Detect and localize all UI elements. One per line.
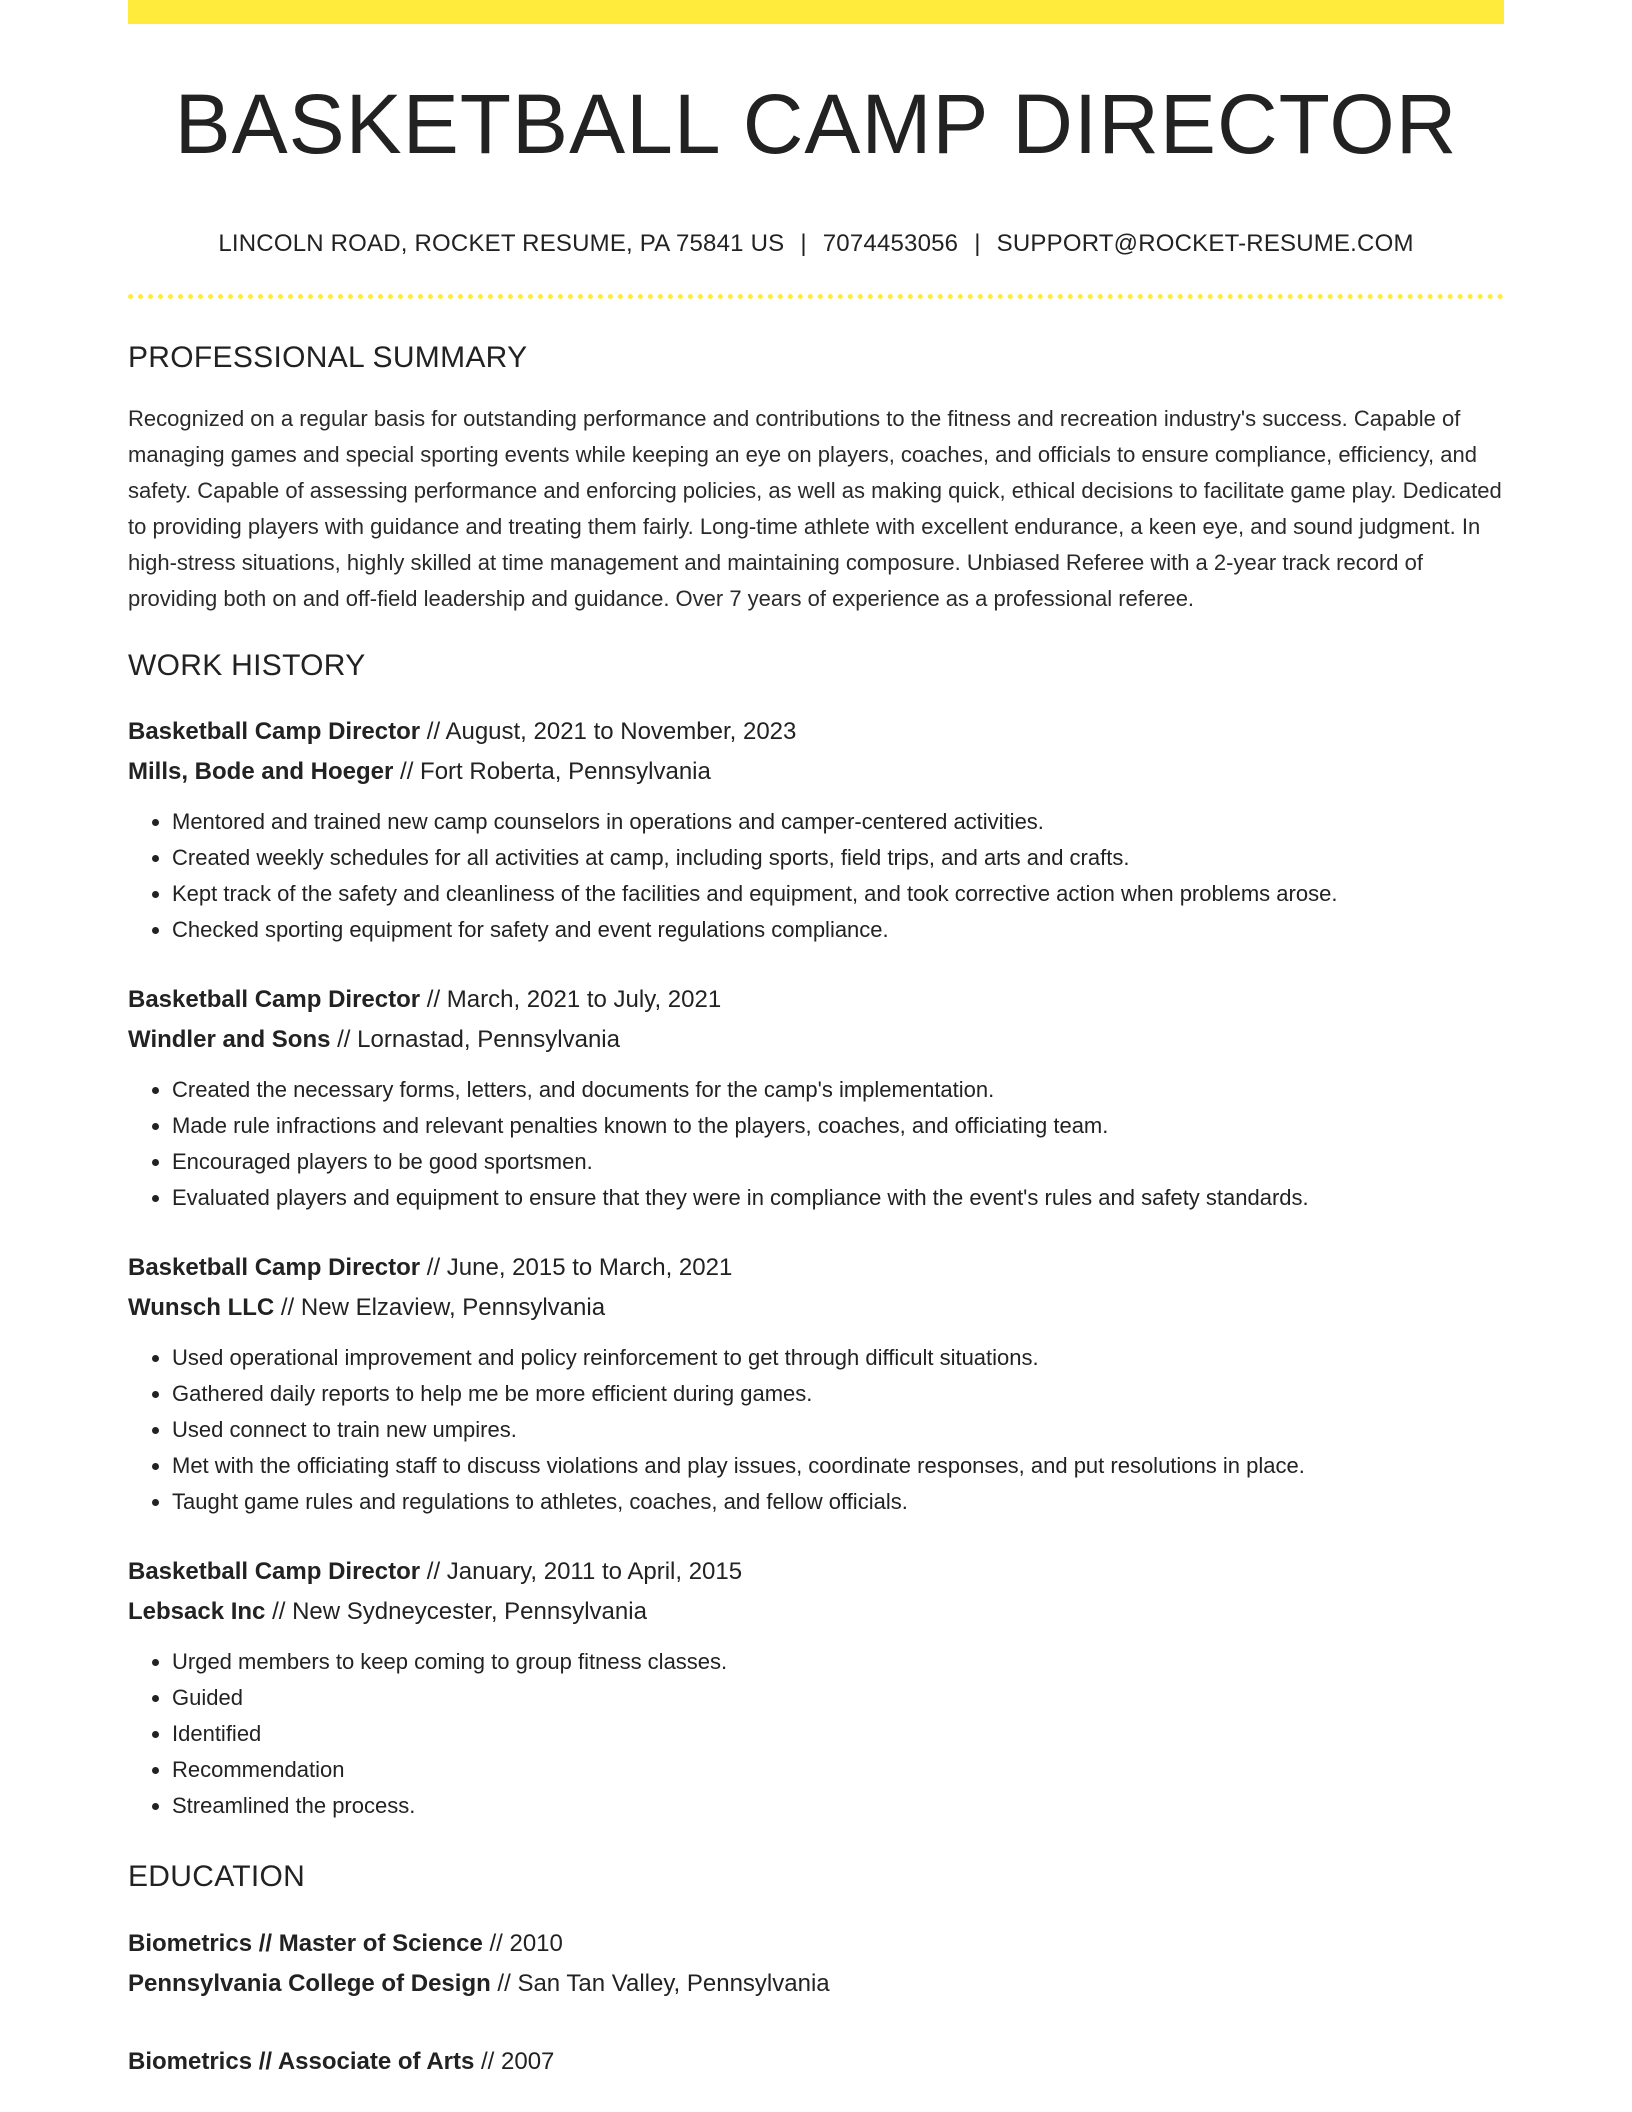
resume-page	[128, 0, 1504, 2082]
summary-heading: PROFESSIONAL SUMMARY	[128, 341, 528, 374]
job-role: Basketball Camp Director	[128, 986, 421, 1013]
list-item: • Evaluated players and equipment to ensure that they were in compliance with the event's rules and safety standards.	[172, 1180, 1504, 1216]
job-company: Mills, Bode and Hoeger	[128, 758, 394, 785]
degree-year: // 2010	[482, 1930, 563, 1957]
job-bullets	[128, 1644, 1504, 1824]
job-location: // New Sydneycester, Pennsylvania	[265, 1598, 647, 1625]
contact-line	[128, 232, 1504, 256]
list-item: • Recommendation	[172, 1752, 1504, 1788]
list-item: • Checked sporting equipment for safety and event regulations compliance.	[172, 912, 1504, 948]
contact-phone: 7074453056	[822, 230, 959, 257]
job-company-line	[128, 1288, 1504, 1328]
job-entry	[128, 1552, 1504, 1824]
contact-separator: |	[974, 230, 981, 257]
list-item: • Mentored and trained new camp counselors in operations and camper-centered activities.	[172, 804, 1504, 840]
list-item: • Made rule infractions and relevant penalties known to the players, coaches, and officiating team.	[172, 1108, 1504, 1144]
school-location: // San Tan Valley, Pennsylvania	[490, 1970, 830, 1997]
degree-line	[128, 2042, 1504, 2082]
job-bullets	[128, 1072, 1504, 1216]
work-history-heading: WORK HISTORY	[128, 649, 366, 682]
school-line	[128, 1964, 1504, 2004]
job-title-line	[128, 1248, 1504, 1288]
list-item: • Used operational improvement and policy reinforcement to get through difficult situations.	[172, 1340, 1504, 1376]
job-role: Basketball Camp Director	[128, 718, 421, 745]
summary-text: Recognized on a regular basis for outstanding performance and contributions to the fitness and recreation industry's success. Capable of managing games and special sporting events while keeping an eye on players, coaches, and officials to ensure compliance, efficiency, and safety. Capable of assessing performance and enforcing policies, as well as making quick, ethical decisions to facilitate game play. Dedicated to providing players with guidance and treating them fairly. Long-time athlete with excellent endurance, a keen eye, and sound judgment. In high-stress situations, highly skilled at time management and maintaining composure. Unbiased Referee with a 2-year track record of providing both on and off-field leadership and guidance. Over 7 years of experience as a professional referee.	[128, 406, 1502, 611]
job-entry	[128, 980, 1504, 1216]
degree: Biometrics // Master of Science	[128, 1930, 483, 1957]
list-item: • Urged members to keep coming to group fitness classes.	[172, 1644, 1504, 1680]
list-item: • Met with the officiating staff to discuss violations and play issues, coordinate responses, and put resolutions in place.	[172, 1448, 1504, 1484]
list-item: • Encouraged players to be good sportsmen.	[172, 1144, 1504, 1180]
degree: Biometrics // Associate of Arts	[128, 2048, 475, 2075]
list-item: • Created weekly schedules for all activities at camp, including sports, field trips, and arts and crafts.	[172, 840, 1504, 876]
job-location: // Fort Roberta, Pennsylvania	[393, 758, 711, 785]
job-company: Wunsch LLC	[128, 1294, 275, 1321]
education-list	[128, 1924, 1504, 2082]
job-company-line	[128, 752, 1504, 792]
job-dates: // January, 2011 to April, 2015	[420, 1558, 743, 1585]
list-item: • Guided	[172, 1680, 1504, 1716]
contact-address: LINCOLN ROAD, ROCKET RESUME, PA 75841 US	[218, 230, 785, 257]
job-role: Basketball Camp Director	[128, 1558, 421, 1585]
contact-email: SUPPORT@ROCKET-RESUME.COM	[996, 230, 1414, 257]
job-bullets	[128, 804, 1504, 948]
education-heading: EDUCATION	[128, 1860, 306, 1893]
job-bullets	[128, 1340, 1504, 1520]
resume-title: BASKETBALL CAMP DIRECTOR	[174, 77, 1458, 171]
school: Pennsylvania College of Design	[128, 1970, 491, 1997]
job-title-line	[128, 1552, 1504, 1592]
list-item: • Taught game rules and regulations to athletes, coaches, and fellow officials.	[172, 1484, 1504, 1520]
accent-top-bar	[128, 0, 1504, 24]
job-title-line	[128, 980, 1504, 1020]
list-item: • Gathered daily reports to help me be more efficient during games.	[172, 1376, 1504, 1412]
list-item: • Identified	[172, 1716, 1504, 1752]
list-item: • Kept track of the safety and cleanliness of the facilities and equipment, and took corrective action when problems arose.	[172, 876, 1504, 912]
job-title-line	[128, 712, 1504, 752]
job-company: Lebsack Inc	[128, 1598, 266, 1625]
education-entry	[128, 2042, 1504, 2082]
job-entry	[128, 712, 1504, 948]
job-company-line	[128, 1592, 1504, 1632]
job-company: Windler and Sons	[128, 1026, 331, 1053]
job-dates: // August, 2021 to November, 2023	[420, 718, 797, 745]
job-dates: // June, 2015 to March, 2021	[420, 1254, 733, 1281]
dotted-divider	[128, 294, 1504, 299]
degree-line	[128, 1924, 1504, 1964]
contact-separator: |	[800, 230, 807, 257]
job-dates: // March, 2021 to July, 2021	[420, 986, 722, 1013]
job-location: // Lornastad, Pennsylvania	[330, 1026, 620, 1053]
list-item: • Used connect to train new umpires.	[172, 1412, 1504, 1448]
list-item: • Streamlined the process.	[172, 1788, 1504, 1824]
education-entry	[128, 1924, 1504, 2004]
list-item: • Created the necessary forms, letters, and documents for the camp's implementation.	[172, 1072, 1504, 1108]
work-history-list	[128, 712, 1504, 1824]
job-company-line	[128, 1020, 1504, 1060]
job-entry	[128, 1248, 1504, 1520]
degree-year: // 2007	[474, 2048, 555, 2075]
job-role: Basketball Camp Director	[128, 1254, 421, 1281]
job-location: // New Elzaview, Pennsylvania	[274, 1294, 606, 1321]
